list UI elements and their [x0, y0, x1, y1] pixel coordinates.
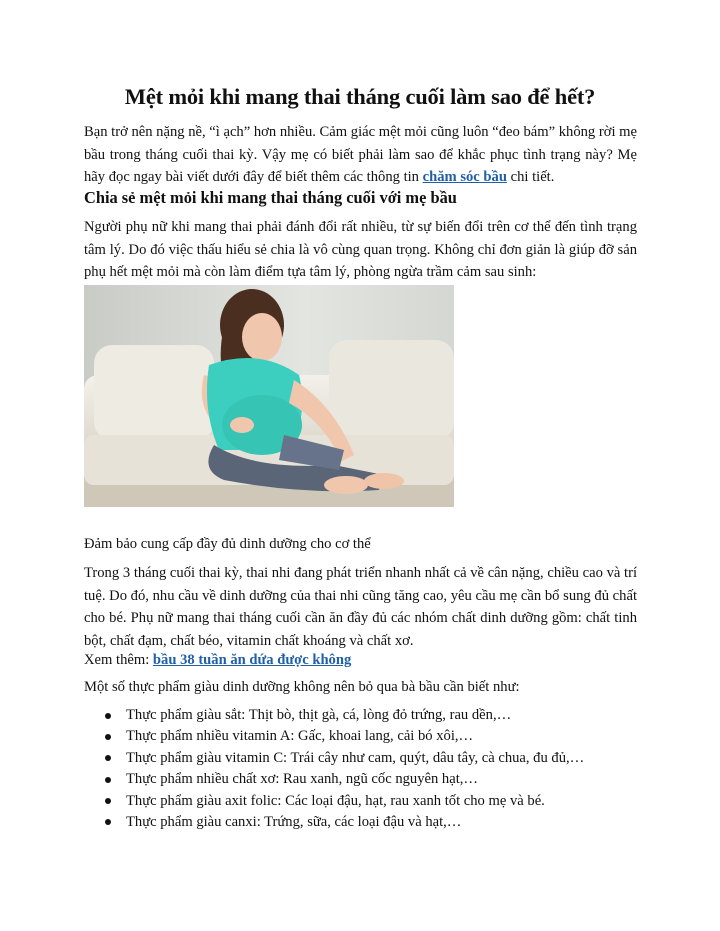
food-list [84, 705, 644, 833]
list-item [84, 812, 644, 833]
see-also-link[interactable]: bầu 38 tuần ăn dứa được không [152, 652, 352, 668]
section-paragraph: Người phụ nữ khi mang thai phải đánh đổi rất nhiều, từ sự biến đổi trên cơ thể đến tình trạng tâm lý. Do đó việc thấu hiểu sẻ chia là vô cùng quan trọng. Không chỉ đơn giản là giúp đỡ sản phụ hết mệt mỏi mà còn làm điểm tựa tâm lý, phòng ngừa trầm cảm sau sinh: [84, 219, 637, 281]
list-item-text: Thực phẩm giàu axit folic: Các loại đậu, hạt, rau xanh tốt cho mẹ và bé. [126, 792, 545, 809]
list-item-text: Thực phẩm giàu vitamin C: Trái cây như cam, quýt, dâu tây, cà chua, đu đủ,… [126, 749, 585, 766]
list-item-text: Thực phẩm giàu canxi: Trứng, sữa, các loại đậu và hạt,… [126, 813, 462, 830]
list-item [84, 726, 644, 747]
page-title: Mệt mỏi khi mang thai tháng cuối làm sao để hết? [124, 84, 596, 109]
intro-text-end: chi tiết. [506, 169, 555, 186]
section-heading: Chia sẻ mệt mỏi khi mang thai tháng cuối với mẹ bầu [84, 188, 457, 207]
bullet-icon [105, 713, 111, 719]
list-item-text: Thực phẩm nhiều chất xơ: Rau xanh, ngũ cốc nguyên hạt,… [126, 771, 479, 788]
list-item-text: Thực phẩm giàu sắt: Thịt bò, thịt gà, cá, lòng đỏ trứng, rau dền,… [126, 707, 512, 723]
nutrition-paragraph: Trong 3 tháng cuối thai kỳ, thai nhi đang phát triển nhanh nhất cả về cân nặng, chiều cao và trí tuệ. Do đó, nhu cầu về dinh dưỡng của thai nhi cũng tăng cao, yêu cầu mẹ cần bổ sung đủ chất cho bé. Phụ nữ mang thai tháng cuối cần ăn đầy đủ các nhóm chất dinh dưỡng gồm: chất tinh bột, chất đạm, chất béo, vitamin chất khoáng và chất xơ. [84, 565, 637, 649]
see-also-line [84, 650, 637, 670]
bullet-icon [105, 755, 111, 761]
list-item [84, 748, 644, 769]
list-item [84, 791, 644, 812]
list-item [84, 705, 644, 726]
list-item [84, 769, 644, 790]
nutrition-heading: Đảm bảo cung cấp đầy đủ dinh dưỡng cho cơ thể [84, 536, 371, 552]
pregnant-woman-photo [84, 285, 454, 507]
bullet-icon [105, 777, 111, 783]
bullet-icon [105, 798, 111, 804]
intro-paragraph [84, 121, 637, 189]
intro-text: Bạn trở nên nặng nề, “ì ạch” hơn nhiều. Cảm giác mệt mỏi cũng luôn “đeo bám” không rời mẹ bầu trong tháng cuối thai kỳ. Vậy mẹ có biết phải làm sao để khắc phục tình trạng này? Mẹ hãy đọc ngay bài viết dưới đây để biết thêm các thông tin [84, 124, 637, 186]
list-item-text: Thực phẩm nhiều vitamin A: Gấc, khoai lang, cải bó xôi,… [126, 728, 474, 745]
bullet-icon [105, 734, 111, 740]
cham-soc-bau-link[interactable]: chăm sóc bầu [422, 169, 507, 186]
list-intro: Một số thực phẩm giàu dinh dưỡng không nên bỏ qua bà bầu cần biết như: [84, 679, 520, 695]
bullet-icon [105, 819, 111, 825]
see-also-label: Xem thêm: [84, 652, 153, 668]
